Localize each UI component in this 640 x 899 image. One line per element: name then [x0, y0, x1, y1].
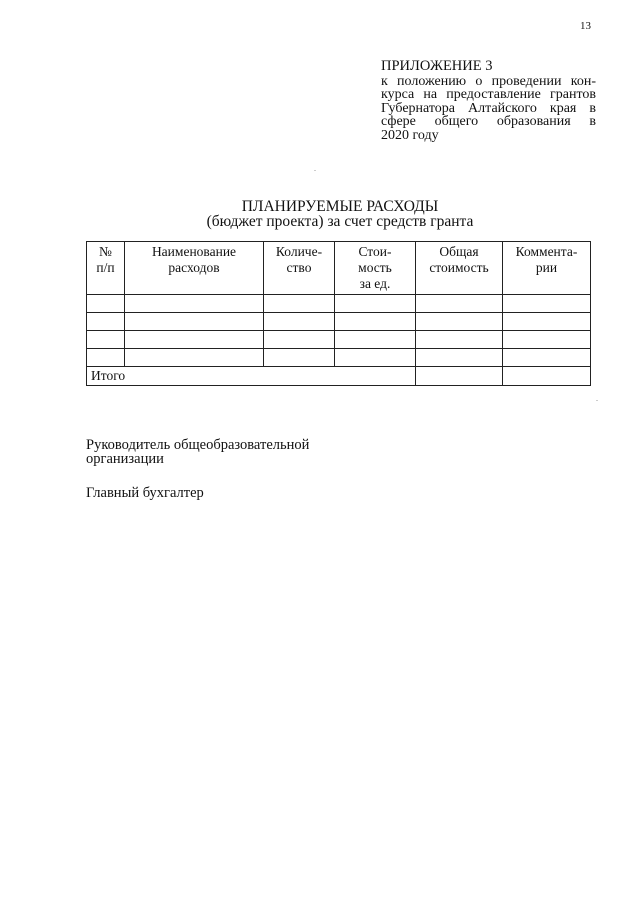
total-label: Итого [87, 367, 416, 386]
signature-head-line: организации [86, 451, 164, 467]
table-cell [125, 313, 264, 331]
table-cell [335, 295, 416, 313]
appendix-line: сфере общего образования в [381, 114, 596, 129]
page-number: 13 [580, 20, 591, 32]
scan-speck [596, 400, 598, 401]
header-cell-comments: Коммента- рии [503, 242, 591, 295]
document-title-block [0, 199, 640, 229]
table-cell [416, 349, 503, 367]
table-total-row [87, 367, 591, 386]
table-cell [125, 331, 264, 349]
budget-table [86, 241, 591, 386]
table-cell [503, 295, 591, 313]
table-cell [503, 331, 591, 349]
table-cell [87, 349, 125, 367]
header-cell-total-cost: Общая стоимость [416, 242, 503, 295]
appendix-line: Губернатора Алтайского края в [381, 100, 596, 116]
table-cell [416, 331, 503, 349]
table-cell [416, 295, 503, 313]
header-cell-number: № п/п [87, 242, 125, 295]
table-row [87, 313, 591, 331]
table-cell [125, 295, 264, 313]
document-subtitle: (бюджет проекта) за счет средств гранта [206, 213, 474, 230]
table-cell [335, 349, 416, 367]
signature-head-block [86, 438, 309, 466]
table-cell [87, 331, 125, 349]
table-cell [125, 349, 264, 367]
table-cell [416, 313, 503, 331]
table-row [87, 331, 591, 349]
table-row [87, 295, 591, 313]
total-comments-cell [503, 367, 591, 386]
signature-accountant: Главный бухгалтер [86, 485, 204, 501]
appendix-line: к положению о проведении кон- [381, 73, 596, 89]
table-row [87, 349, 591, 367]
table-cell [264, 349, 335, 367]
scan-speck [314, 170, 316, 171]
header-cell-unit-cost: Стои- мость за ед. [335, 242, 416, 295]
appendix-line: курса на предоставление грантов [381, 87, 596, 102]
table-cell [87, 313, 125, 331]
header-cell-name: Наименование расходов [125, 242, 264, 295]
table-cell [503, 313, 591, 331]
table-cell [503, 349, 591, 367]
appendix-heading: ПРИЛОЖЕНИЕ 3 [381, 58, 493, 74]
table-cell [264, 331, 335, 349]
table-cell [335, 313, 416, 331]
table-header-row [87, 242, 591, 295]
appendix-line: 2020 году [381, 127, 439, 143]
total-cost-cell [416, 367, 503, 386]
table-cell [87, 295, 125, 313]
table-cell [264, 313, 335, 331]
document-title: ПЛАНИРУЕМЫЕ РАСХОДЫ [241, 198, 439, 215]
appendix-block [381, 60, 596, 142]
table-cell [335, 331, 416, 349]
signature-head-line: Руководитель общеобразовательной [86, 437, 310, 453]
header-cell-quantity: Количе- ство [264, 242, 335, 295]
table-cell [264, 295, 335, 313]
